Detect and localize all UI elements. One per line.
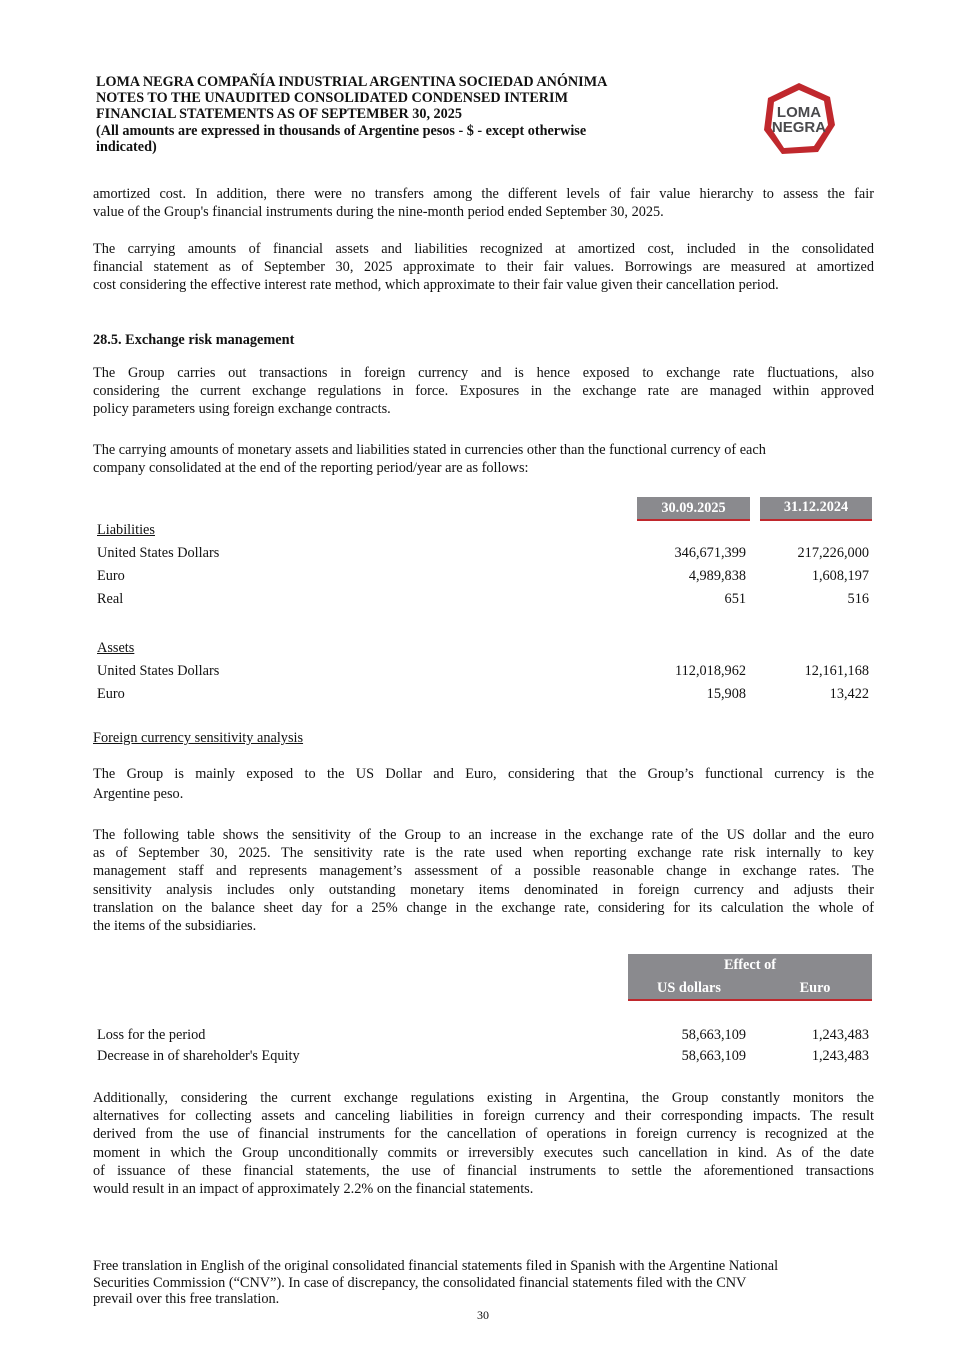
row-value-2025: 112,018,962 xyxy=(675,663,746,679)
document-header xyxy=(96,74,706,155)
liabilities-label: Liabilities xyxy=(97,522,155,538)
text-line: policy parameters using foreign exchange contracts. xyxy=(93,401,391,418)
text-line: prevail over this free translation. xyxy=(93,1291,280,1307)
sensitivity-paragraph-2 xyxy=(93,826,874,935)
column-header-us-dollars: US dollars xyxy=(657,980,721,996)
row-value-2025: 4,989,838 xyxy=(688,568,746,584)
row-value-2025: 15,908 xyxy=(706,686,746,702)
row-label: Euro xyxy=(97,686,125,702)
sensitivity-paragraph-3 xyxy=(93,1089,874,1198)
intro-paragraph-2 xyxy=(93,240,874,295)
effect-of-header xyxy=(628,954,872,1001)
assets-heading-row xyxy=(97,640,869,660)
header-line: LOMA NEGRA COMPAÑÍA INDUSTRIAL ARGENTINA SOCIEDAD ANÓNIMA xyxy=(96,74,608,90)
text-line: considering the current exchange regulations in force. Exposures in the exchange rate are managed within approved xyxy=(93,383,874,400)
text-line: alternatives for collecting assets and canceling liabilities in foreign currency and their corresponding impacts. The result xyxy=(93,1108,874,1125)
text-line: The carrying amounts of financial assets and liabilities recognized at amortized cost, included in the consolidated xyxy=(93,241,874,257)
row-value-2024: 1,608,197 xyxy=(811,568,869,584)
row-value-2024: 516 xyxy=(847,591,869,607)
text-line: value of the Group's financial instruments during the nine-month period ended September 30, 2025. xyxy=(93,204,664,221)
table-row xyxy=(97,545,869,565)
text-line: cost considering the effective interest rate method, which approximate to their fair value given their cancellation period. xyxy=(93,277,779,294)
table-row xyxy=(97,663,869,683)
text-line: The Group carries out transactions in foreign currency and is hence exposed to exchange rate fluctuations, also xyxy=(93,365,874,381)
row-label: United States Dollars xyxy=(97,663,220,679)
column-header-31-12-2024: 31.12.2024 xyxy=(760,497,872,521)
text-line: management staff and represents management’s assessment of a possible reasonable change in exchange rates. The xyxy=(93,863,874,880)
header-line: FINANCIAL STATEMENTS AS OF SEPTEMBER 30, 2025 xyxy=(96,106,462,123)
loma-negra-logo xyxy=(760,80,838,158)
row-label: United States Dollars xyxy=(97,545,220,561)
row-value-us-dollars: 58,663,109 xyxy=(681,1048,746,1064)
text-line: company consolidated at the end of the reporting period/year are as follows: xyxy=(93,460,529,477)
row-label: Loss for the period xyxy=(97,1027,206,1043)
table-row xyxy=(97,686,869,706)
text-line: financial statement as of September 30, 2025 approximate to their fair values. Borrowings are measured at amortized xyxy=(93,259,874,276)
row-value-2024: 12,161,168 xyxy=(804,663,869,679)
table-row xyxy=(97,568,869,588)
row-label: Real xyxy=(97,591,124,607)
row-value-2025: 651 xyxy=(724,591,746,607)
text-line: as of September 30, 2025. The sensitivity rate is the rate used when reporting exchange rate risk internally to key xyxy=(93,845,874,862)
header-line: (All amounts are expressed in thousands of Argentine pesos - $ - except otherwise xyxy=(96,122,587,139)
sensitivity-title xyxy=(93,729,874,747)
section-title: 28.5. Exchange risk management xyxy=(93,332,295,348)
text-line: would result in an impact of approximately 2.2% on the financial statements. xyxy=(93,1181,534,1198)
row-value-euro: 1,243,483 xyxy=(811,1027,869,1043)
text-line: The carrying amounts of monetary assets and liabilities stated in currencies other than the functional currency of each xyxy=(93,442,766,458)
intro-paragraph-1 xyxy=(93,185,874,221)
logo-text-bottom: NEGRA xyxy=(771,119,827,136)
text-line: sensitivity analysis includes only outstanding monetary items denominated in foreign currency and adjusts their xyxy=(93,881,874,898)
text-line: Securities Commission (“CNV”). In case of discrepancy, the consolidated financial statements filed with the CNV xyxy=(93,1274,747,1291)
row-label: Decrease in of shareholder's Equity xyxy=(97,1048,300,1064)
text-line: The Group is mainly exposed to the US Dollar and Euro, considering that the Group’s functional currency is the xyxy=(93,766,874,782)
row-value-us-dollars: 58,663,109 xyxy=(681,1027,746,1043)
row-value-2024: 217,226,000 xyxy=(797,545,869,561)
text-line: the items of the subsidiaries. xyxy=(93,918,257,935)
row-label: Euro xyxy=(97,568,125,584)
table-row xyxy=(97,591,869,611)
logo-text-top: LOMA xyxy=(776,104,822,121)
text-line: amortized cost. In addition, there were no transfers among the different levels of fair value hierarchy to assess the fair xyxy=(93,186,874,202)
assets-label: Assets xyxy=(97,640,135,656)
text-line: Foreign currency sensitivity analysis xyxy=(93,730,304,746)
text-line: Additionally, considering the current exchange regulations existing in Argentina, the Group constantly monitors the xyxy=(93,1090,874,1106)
row-value-2024: 13,422 xyxy=(829,686,869,702)
liabilities-heading-row xyxy=(97,522,869,542)
text-line: of issuance of these financial statements, the use of financial instruments to settle the aforementioned transactions xyxy=(93,1162,874,1179)
text-line: The following table shows the sensitivity of the Group to an increase in the exchange rate of the US dollar and the euro xyxy=(93,827,874,843)
row-value-euro: 1,243,483 xyxy=(811,1048,869,1064)
section-paragraph-2 xyxy=(93,441,874,477)
text-line: translation on the balance sheet day for a 25% change in the exchange rate, considering for its calculation the whole of xyxy=(93,899,874,916)
text-line: moment in which the Group unconditionally commits or irreversibly executes such cancellation in kind. As of the date xyxy=(93,1144,874,1161)
sensitivity-paragraph-1 xyxy=(93,764,874,804)
header-line: indicated) xyxy=(96,138,157,155)
column-header-30-09-2025: 30.09.2025 xyxy=(637,497,750,521)
text-line: derived from the use of financial instruments for the cancellation of operations in foreign currency is recognized at the xyxy=(93,1126,874,1143)
row-value-2025: 346,671,399 xyxy=(674,545,746,561)
text-line: Free translation in English of the original consolidated financial statements filed in Spanish with the Argentine National xyxy=(93,1258,779,1274)
table-row xyxy=(97,1048,869,1068)
effect-of-label: Effect of xyxy=(724,957,776,973)
header-line: NOTES TO THE UNAUDITED CONSOLIDATED CONDENSED INTERIM xyxy=(96,90,568,107)
page-number: 30 xyxy=(477,1308,489,1322)
table-row xyxy=(97,1027,869,1047)
column-header-euro: Euro xyxy=(799,980,831,996)
section-paragraph-1 xyxy=(93,364,874,419)
text-line: Argentine peso. xyxy=(93,786,184,802)
footer-note xyxy=(93,1258,874,1308)
